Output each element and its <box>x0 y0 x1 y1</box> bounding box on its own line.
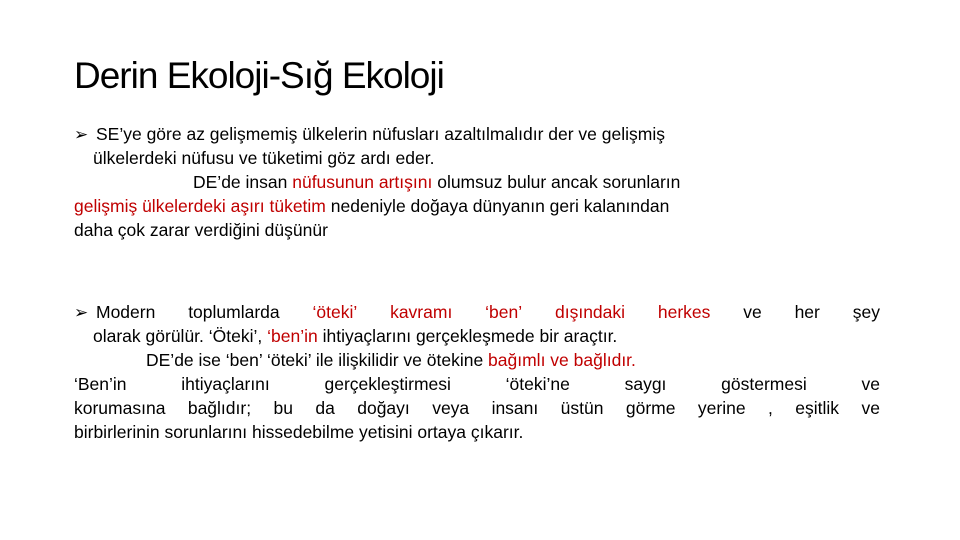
arrowhead-bullet-icon: ➢ <box>74 303 89 322</box>
bullet-line-2 <box>74 300 880 324</box>
highlight-text: nüfusunun artışını <box>292 172 433 192</box>
word: ve <box>861 374 880 394</box>
highlight-word: ‘ben’ <box>485 302 523 322</box>
word: toplumlarda <box>188 302 280 322</box>
word: gerçekleştirmesi <box>324 374 451 394</box>
justified-line <box>74 396 880 420</box>
highlight-word: ‘öteki’ <box>312 302 358 322</box>
text-line: daha çok zarar verdiğini düşünür <box>74 220 328 240</box>
word: ve <box>743 302 762 322</box>
highlight-word: herkes <box>657 302 711 322</box>
page-title: Derin Ekoloji-Sığ Ekoloji <box>74 55 444 96</box>
word: yerine <box>697 398 746 418</box>
word: , <box>767 398 773 418</box>
word: bu <box>273 398 293 418</box>
text-span: ihtiyaçlarını gerçekleşmede bir araçtır. <box>317 326 618 346</box>
word: ‘öteki’ne <box>505 374 570 394</box>
highlight-text: gelişmiş ülkelerdeki aşırı tüketim <box>74 196 326 216</box>
word: veya <box>432 398 470 418</box>
text-span: olumsuz bulur ancak sorunların <box>432 172 681 192</box>
text-span: olarak görülür. ‘Öteki’, <box>93 326 268 346</box>
highlight-text: ‘ben’in <box>267 326 318 346</box>
highlight-word: dışındaki <box>554 302 626 322</box>
word: üstün <box>560 398 604 418</box>
word: da <box>315 398 335 418</box>
justified-line <box>74 372 880 396</box>
word: ve <box>861 398 880 418</box>
paragraph-block-2 <box>74 300 880 444</box>
text-line <box>74 324 880 348</box>
bullet-line-1 <box>74 122 880 146</box>
text-line: SE’ye göre az gelişmemiş ülkelerin nüfusları azaltılmalıdır der ve gelişmiş <box>96 124 665 144</box>
text-line <box>74 170 880 194</box>
word: saygı <box>624 374 667 394</box>
word: ihtiyaçlarını <box>181 374 270 394</box>
word: her <box>794 302 820 322</box>
text-span: DE’de ise ‘ben’ ‘öteki’ ile ilişkilidir ve ötekine <box>146 350 489 370</box>
word: ‘Ben’in <box>74 374 127 394</box>
text-line <box>74 348 880 372</box>
highlight-word: kavramı <box>390 302 453 322</box>
word: görme <box>625 398 676 418</box>
text-line: birbirlerinin sorunlarını hissedebilme yetisini ortaya çıkarır. <box>74 422 524 442</box>
highlight-text: bağımlı ve bağlıdır. <box>488 350 636 370</box>
word: korumasına <box>74 398 166 418</box>
word: şey <box>852 302 880 322</box>
word: eşitlik <box>795 398 840 418</box>
justified-line <box>96 300 880 324</box>
word: Modern <box>96 302 156 322</box>
word: insanı <box>491 398 539 418</box>
word: bağlıdır; <box>187 398 252 418</box>
arrowhead-bullet-icon: ➢ <box>74 125 89 144</box>
word: doğayı <box>357 398 410 418</box>
paragraph-block-1 <box>74 122 880 242</box>
text-line: ülkelerdeki nüfusu ve tüketimi göz ardı eder. <box>93 148 435 168</box>
word: göstermesi <box>721 374 807 394</box>
text-span: DE’de insan <box>193 172 293 192</box>
text-line <box>74 194 880 218</box>
text-span: nedeniyle doğaya dünyanın geri kalanından <box>325 196 670 216</box>
